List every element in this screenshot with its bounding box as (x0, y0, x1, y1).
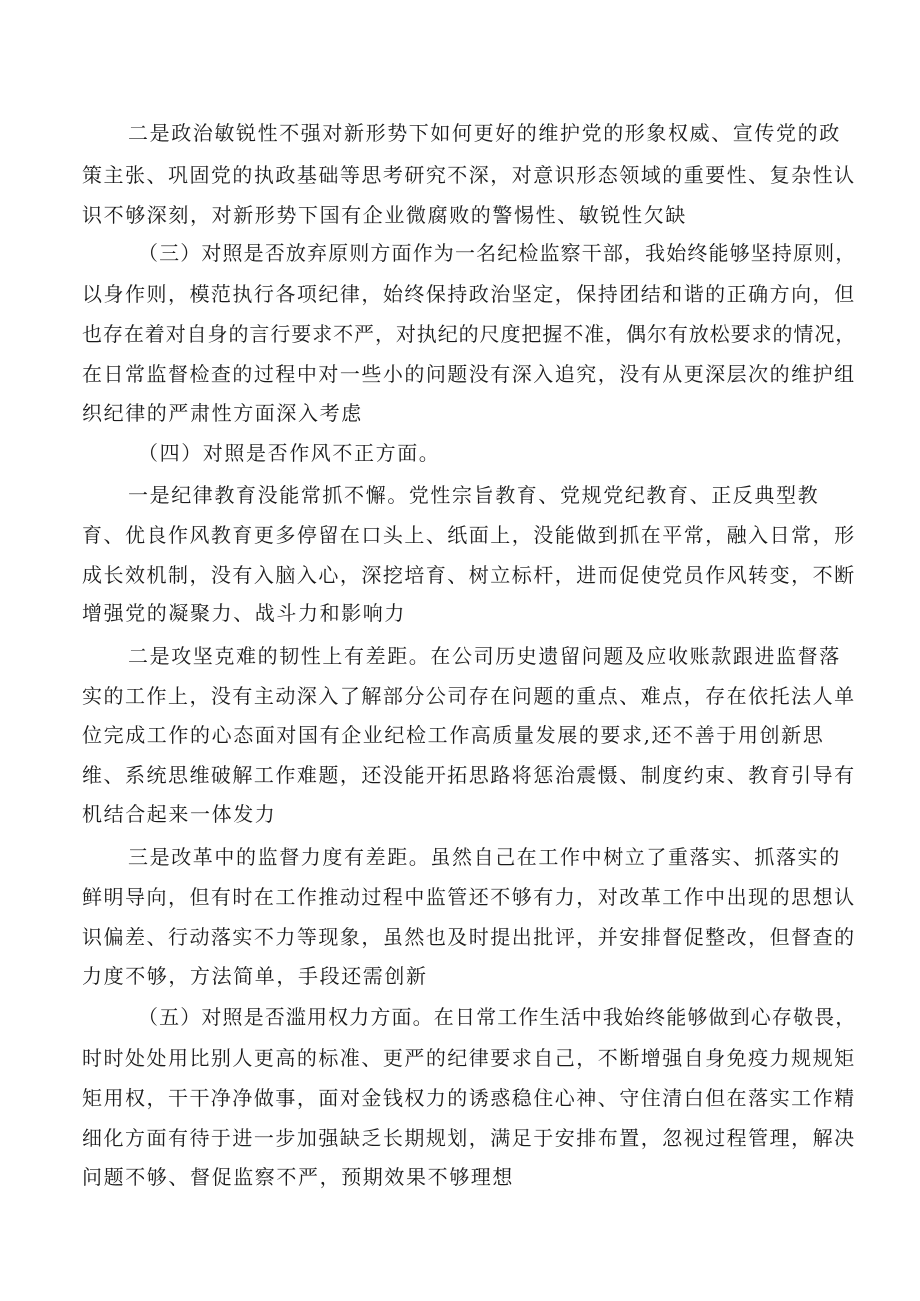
text-line: 成长效机制，没有入脑入心，深挖培育、树立标杆，进而促使党员作风转变，不断 (82, 563, 856, 587)
text-line: 维、系统思维破解工作难题，还没能开拓思路将惩治震慑、制度约束、教育引导有 (82, 763, 856, 787)
text-line: 三是改革中的监督力度有差距。虽然自己在工作中树立了重落实、抓落实的 (128, 845, 841, 869)
text-line: （五）对照是否滥用权力方面。在日常工作生活中我始终能够做到心存敬畏， (138, 1005, 857, 1029)
text-line: 也存在着对自身的言行要求不严，对执纪的尺度把握不准，偶尔有放松要求的情况， (82, 322, 857, 346)
text-line: 一是纪律教育没能常抓不懈。党性宗旨教育、党规党纪教育、正反典型教 (128, 483, 820, 507)
text-line: 识不够深刻，对新形势下国有企业微腐败的警惕性、敏锐性欠缺 (82, 203, 687, 227)
text-line: 识偏差、行动落实不力等现象，虽然也及时提出批评，并安排督促整改，但督查的 (82, 925, 856, 949)
text-line: 在日常监督检查的过程中对一些小的问题没有深入追究，没有从更深层次的维护组 (82, 362, 856, 386)
text-line: 细化方面有待于进一步加强缺乏长期规划，满足于安排布置，忽视过程管理，解决 (82, 1126, 856, 1150)
text-line: 二是政治敏锐性不强对新形势下如何更好的维护党的形象权威、宣传党的政 (128, 121, 841, 145)
text-line: 增强党的凝聚力、战斗力和影响力 (82, 601, 406, 625)
text-line: 策主张、巩固党的执政基础等思考研究不深，对意识形态领域的重要性、复杂性认 (82, 163, 856, 187)
text-line: 以身作则，模范执行各项纪律，始终保持政治坚定，保持团结和谐的正确方向，但 (82, 282, 856, 306)
text-line: 织纪律的严肃性方面深入考虑 (82, 401, 363, 425)
text-line: （三）对照是否放弃原则方面作为一名纪检监察干部，我始终能够坚持原则， (138, 241, 857, 265)
text-line: 问题不够、督促监察不严，预期效果不够理想 (82, 1165, 514, 1189)
text-line: 时时处处用比别人更高的标准、更严的纪律要求自己，不断增强自身免疫力规规矩 (82, 1046, 856, 1070)
text-line: 机结合起来一体发力 (82, 802, 277, 826)
text-line: 实的工作上，没有主动深入了解部分公司存在问题的重点、难点，存在依托法人单 (82, 684, 856, 708)
text-line: 育、优良作风教育更多停留在口头上、纸面上，没能做到抓在平常，融入日常，形 (82, 523, 856, 547)
section-heading: （四）对照是否作风不正方面。 (138, 441, 441, 465)
text-line: 鲜明导向，但有时在工作推动过程中监管还不够有力，对改革工作中出现的思想认 (82, 885, 856, 909)
text-line: 力度不够，方法简单，手段还需创新 (82, 964, 428, 988)
text-line: 二是攻坚克难的韧性上有差距。在公司历史遗留问题及应收账款跟进监督落 (128, 644, 841, 668)
text-line: 矩用权，干干净净做事，面对金钱权力的诱惑稳住心神、守住清白但在落实工作精 (82, 1086, 856, 1110)
text-line: 位完成工作的心态面对国有企业纪检工作高质量发展的要求,还不善于用创新思 (82, 723, 825, 747)
